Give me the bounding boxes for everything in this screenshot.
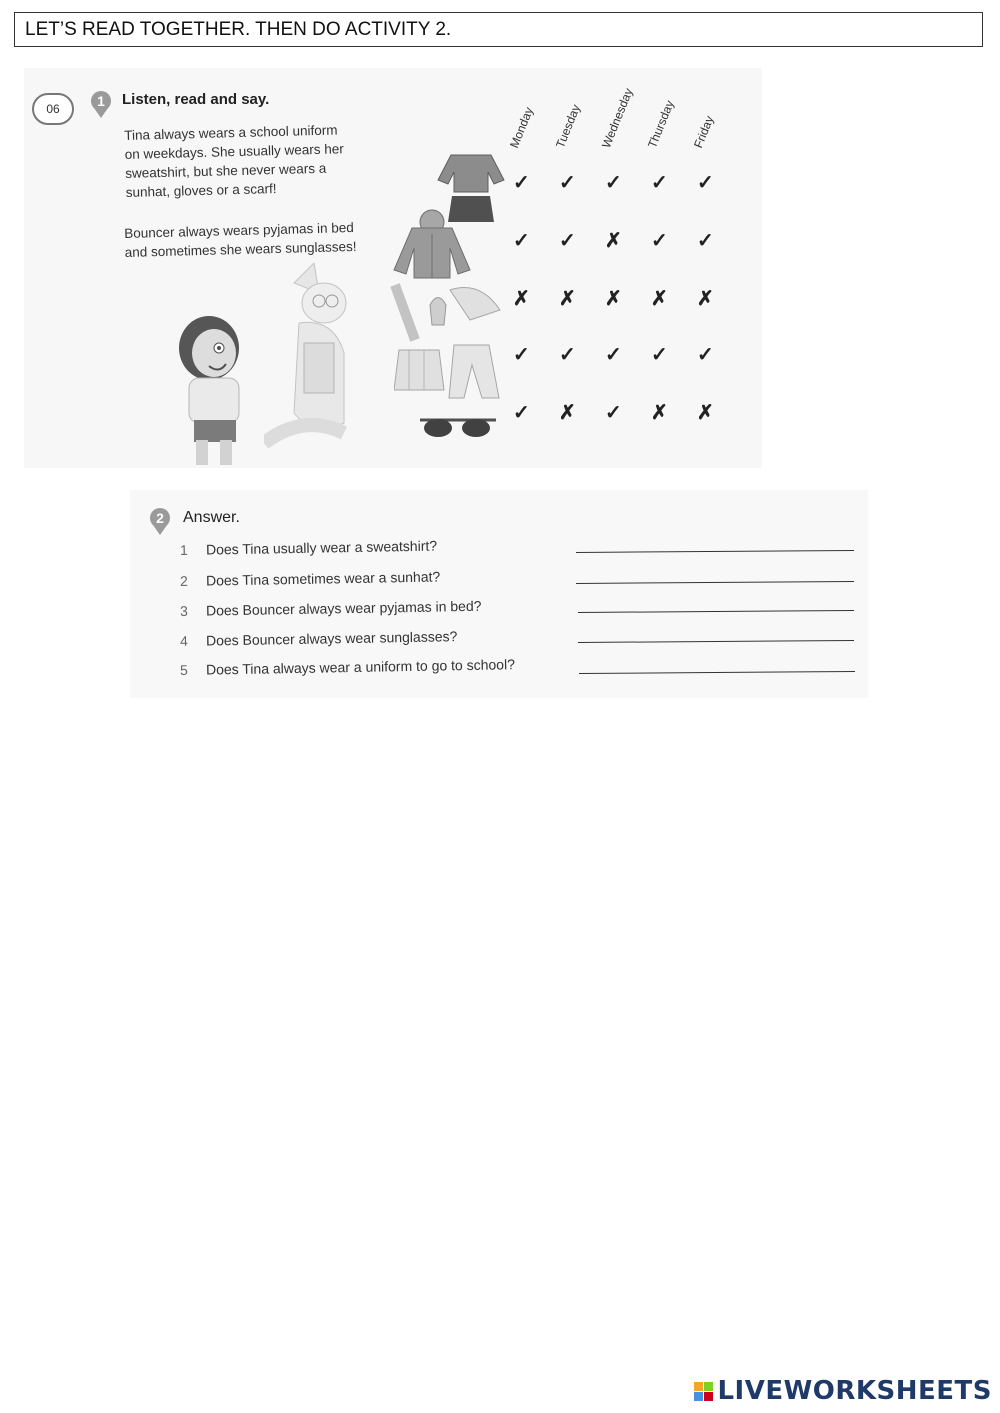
paragraph-line: sunhat, gloves or a scarf!	[125, 181, 277, 200]
question-text: Does Tina sometimes wear a sunhat?	[205, 568, 441, 589]
question-text: Does Tina always wear a uniform to go to school?	[205, 656, 516, 678]
schedule-mark: ✓	[559, 344, 576, 366]
hoodie-icon	[392, 208, 472, 283]
question-number: 2	[179, 572, 188, 589]
question-number: 3	[179, 602, 188, 619]
schedule-mark: ✗	[559, 402, 576, 424]
activity-pin-icon	[153, 525, 167, 535]
question-number: 4	[179, 632, 188, 649]
question-5	[180, 656, 515, 678]
schedule-mark: ✓	[651, 172, 668, 194]
logo-square	[704, 1392, 713, 1401]
instruction-header: LET’S READ TOGETHER. THEN DO ACTIVITY 2.	[14, 12, 983, 47]
schedule-mark: ✓	[559, 230, 576, 252]
question-4	[180, 628, 458, 649]
schedule-mark: ✗	[605, 288, 622, 310]
bouncer-illustration	[264, 263, 384, 463]
tina-illustration	[164, 308, 274, 468]
logo-square	[704, 1382, 713, 1391]
schedule-mark: ✓	[605, 402, 622, 424]
schedule-mark: ✗	[651, 288, 668, 310]
schedule-mark: ✓	[513, 172, 530, 194]
liveworksheets-logo	[694, 1375, 992, 1407]
activity-1-panel	[24, 68, 762, 468]
schedule-mark: ✓	[605, 344, 622, 366]
schedule-mark: ✓	[513, 230, 530, 252]
question-text: Does Bouncer always wear sunglasses?	[205, 628, 458, 649]
track-number: 06	[46, 102, 60, 116]
answer-line-2[interactable]	[576, 581, 854, 584]
answer-line-3[interactable]	[578, 610, 854, 613]
schedule-mark: ✗	[559, 288, 576, 310]
schedule-mark: ✓	[697, 230, 714, 252]
sunglasses-icon	[418, 414, 498, 444]
activity-number-2: 2	[150, 508, 170, 528]
question-2	[180, 568, 440, 589]
paragraph-line: on weekdays. She usually wears her	[124, 141, 344, 162]
paragraph-line: Bouncer always wears pyjamas in bed	[124, 219, 354, 241]
answer-line-5[interactable]	[579, 671, 855, 674]
day-header: Monday	[507, 105, 536, 150]
audio-track-badge	[32, 93, 74, 125]
activity-number-1: 1	[91, 91, 111, 111]
schedule-mark: ✓	[651, 230, 668, 252]
schedule-mark: ✗	[697, 288, 714, 310]
schedule-mark: ✓	[559, 172, 576, 194]
paragraph-line: and sometimes she wears sunglasses!	[124, 238, 357, 260]
paragraph-line: sweatshirt, but she never wears a	[125, 160, 327, 181]
schedule-mark: ✗	[697, 402, 714, 424]
activity-2-panel	[130, 490, 868, 698]
logo-square	[694, 1382, 703, 1391]
question-3	[180, 598, 482, 619]
schedule-mark: ✓	[513, 344, 530, 366]
schedule-mark: ✓	[605, 172, 622, 194]
schedule-mark: ✓	[697, 172, 714, 194]
sunhat-gloves-scarf-icon	[390, 280, 505, 345]
question-text: Does Bouncer always wear pyjamas in bed?	[205, 597, 482, 619]
schedule-mark: ✓	[697, 344, 714, 366]
pyjamas-icon	[394, 340, 504, 400]
answer-line-4[interactable]	[578, 640, 854, 643]
logo-squares-icon	[694, 1382, 713, 1401]
question-number: 1	[179, 541, 188, 558]
paragraph-line: Tina always wears a school uniform	[124, 122, 338, 143]
day-header: Thursday	[645, 98, 677, 150]
tina-paragraph	[124, 120, 345, 202]
brand-name: LIVEWORKSHEETS	[717, 1376, 992, 1406]
schedule-mark: ✗	[605, 230, 622, 252]
answer-line-1[interactable]	[576, 550, 854, 553]
activity-1-title: Listen, read and say.	[122, 91, 270, 108]
question-number: 5	[179, 661, 188, 678]
bouncer-paragraph	[124, 218, 357, 262]
schedule-mark: ✗	[651, 402, 668, 424]
day-header: Wednesday	[599, 86, 636, 150]
day-header: Tuesday	[553, 102, 584, 150]
schedule-mark: ✓	[651, 344, 668, 366]
activity-2-title: Answer.	[183, 509, 240, 526]
schedule-mark: ✓	[513, 402, 530, 424]
question-1	[180, 538, 437, 558]
day-header: Friday	[691, 113, 717, 150]
activity-pin-icon	[94, 108, 108, 118]
logo-square	[694, 1392, 703, 1401]
schedule-mark: ✗	[513, 288, 530, 310]
question-text: Does Tina usually wear a sweatshirt?	[205, 537, 438, 558]
